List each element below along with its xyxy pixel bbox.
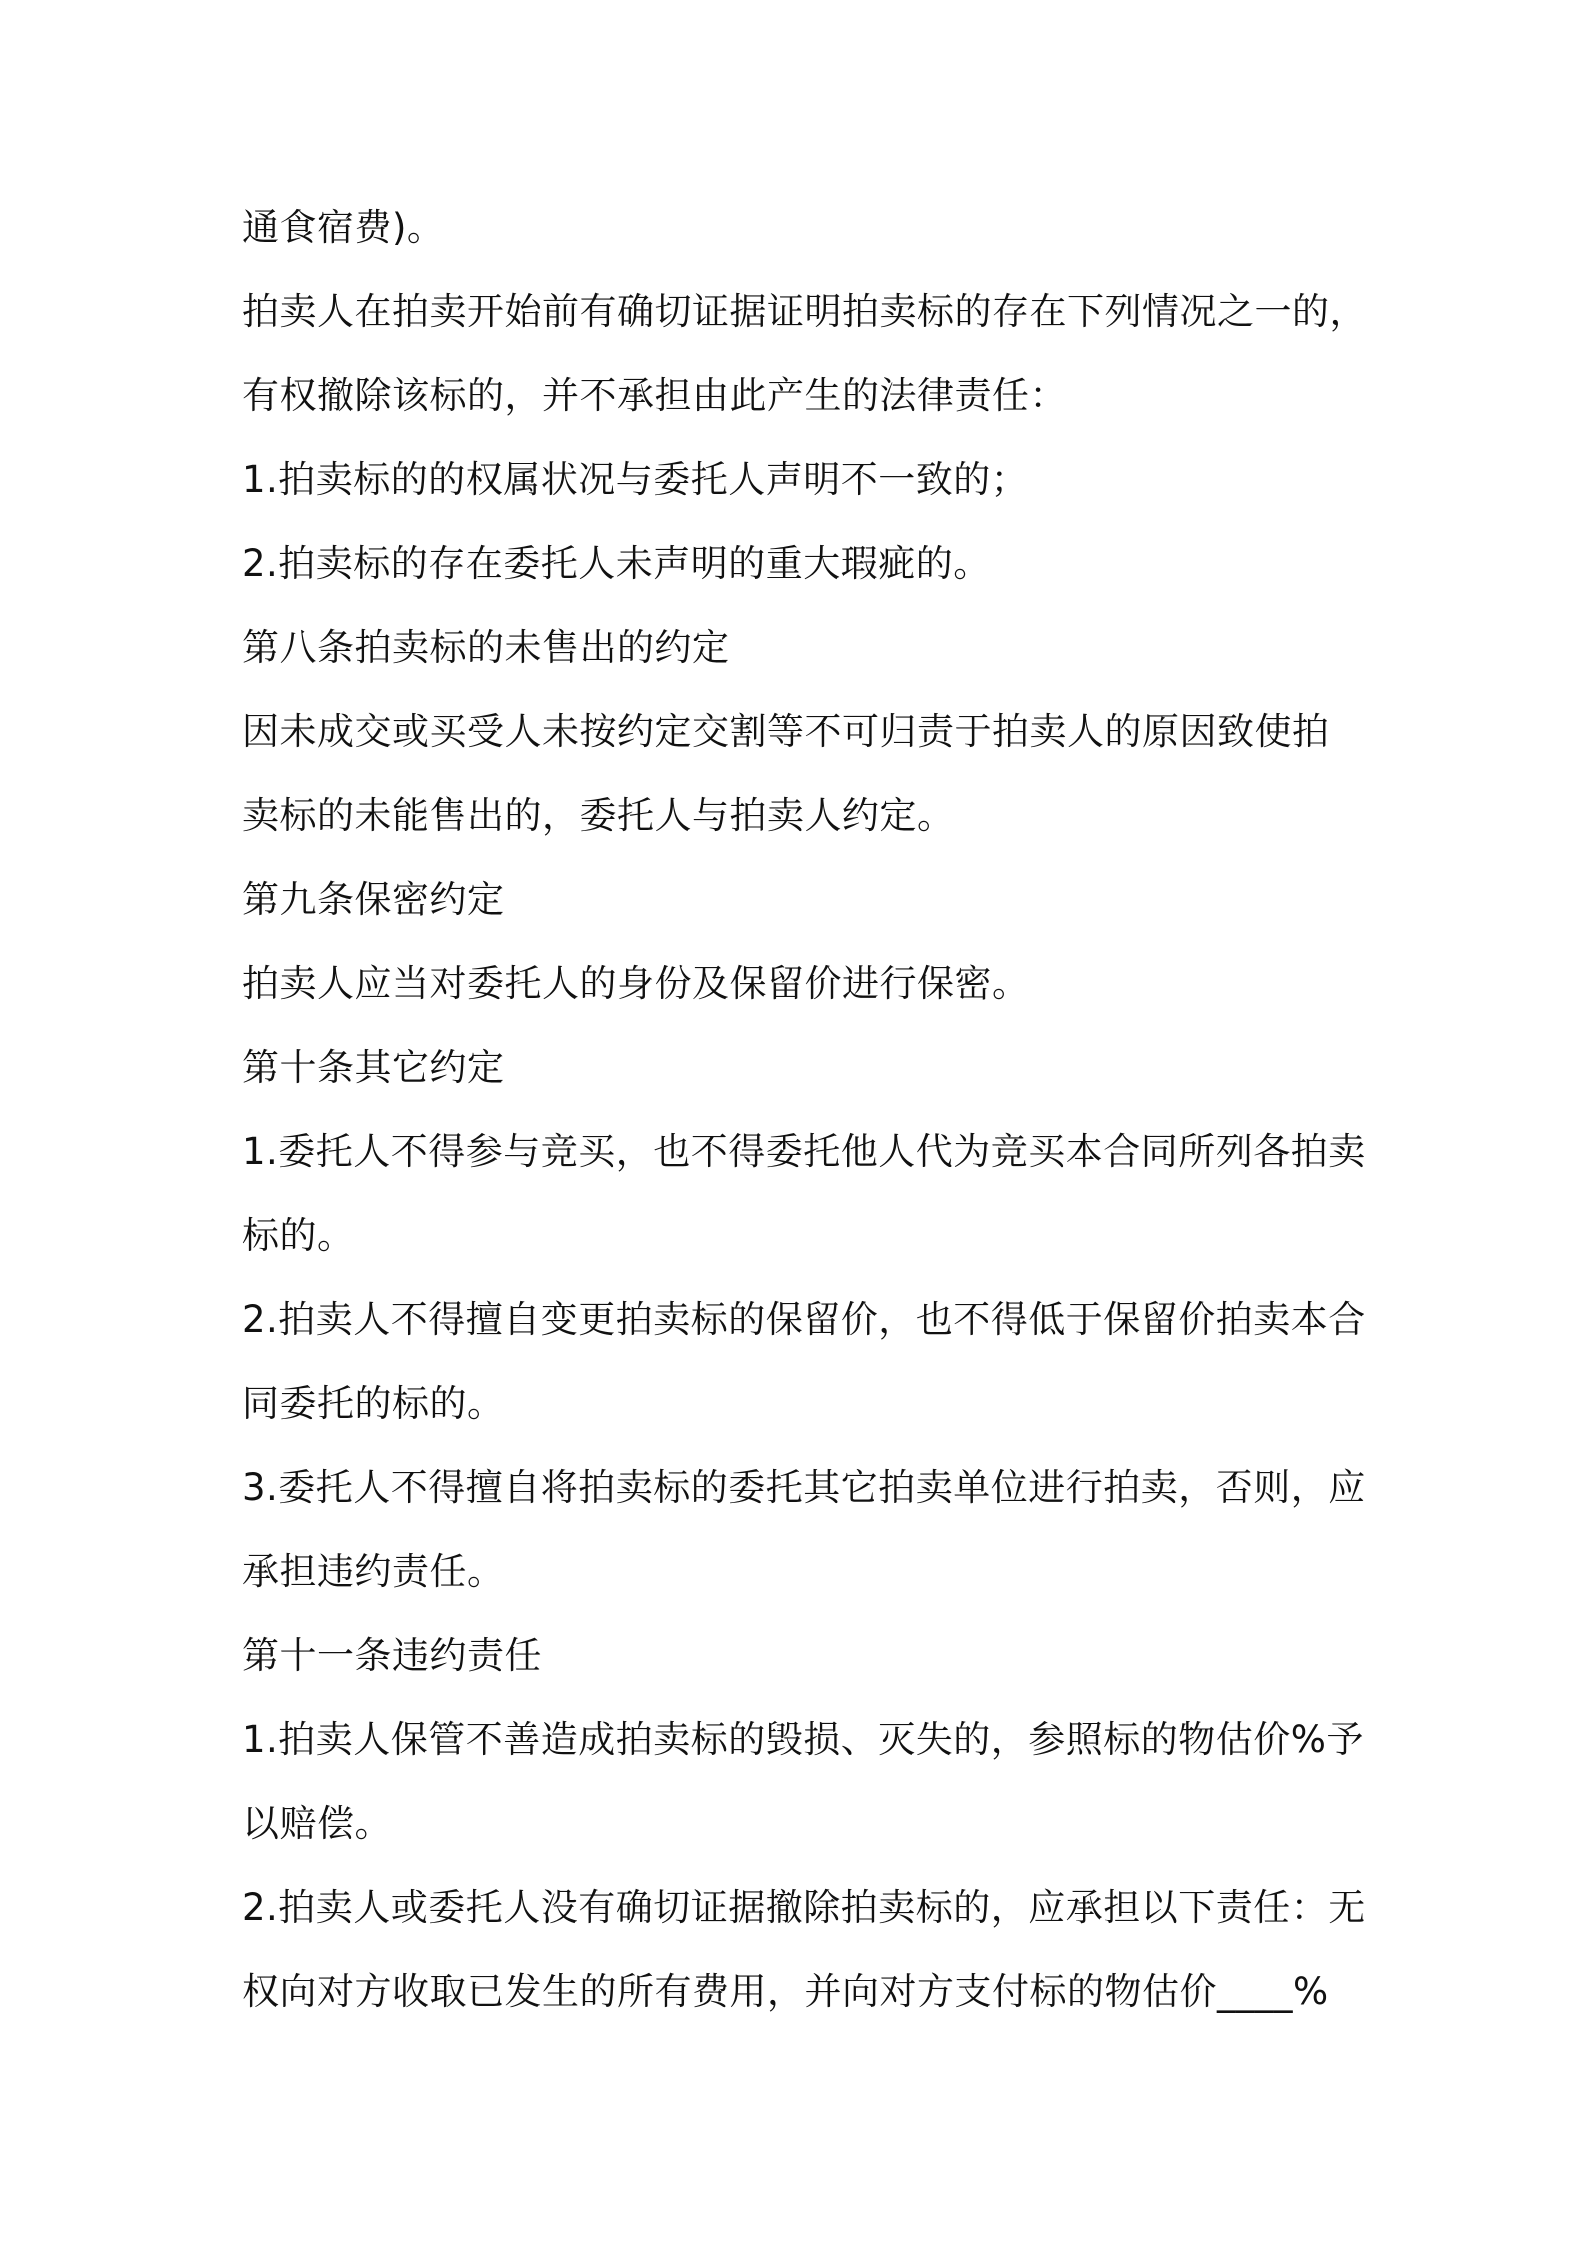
text-line: 1.拍卖人保管不善造成拍卖标的毁损、灭失的，参照标的物估价%予: [242, 1718, 1364, 1761]
text-line: 2.拍卖人不得擅自变更拍卖标的保留价，也不得低于保留价拍卖本合: [242, 1298, 1366, 1341]
text-line: 2.拍卖标的存在委托人未声明的重大瑕疵的。: [242, 542, 991, 585]
text-line: 承担违约责任。: [242, 1550, 505, 1593]
text-line: 3.委托人不得擅自将拍卖标的委托其它拍卖单位进行拍卖，否则，应: [242, 1466, 1366, 1509]
text-line: 通食宿费)。: [242, 206, 445, 249]
text-line: 有权撤除该标的，并不承担由此产生的法律责任：: [242, 374, 1067, 417]
text-line: 2.拍卖人或委托人没有确切证据撤除拍卖标的，应承担以下责任：无: [242, 1886, 1366, 1929]
text-line: 权向对方收取已发生的所有费用，并向对方支付标的物估价____%: [242, 1970, 1329, 2013]
text-line: 1.拍卖标的的权属状况与委托人声明不一致的；: [242, 458, 1029, 501]
text-line: 同委托的标的。: [242, 1382, 505, 1425]
text-line: 标的。: [242, 1214, 355, 1257]
text-line: 1.委托人不得参与竞买，也不得委托他人代为竞买本合同所列各拍卖: [242, 1130, 1366, 1173]
section-heading: 第八条拍卖标的未售出的约定: [242, 626, 730, 669]
text-line: 卖标的未能售出的，委托人与拍卖人约定。: [242, 794, 955, 837]
text-line: 拍卖人在拍卖开始前有确切证据证明拍卖标的存在下列情况之一的，: [242, 290, 1367, 333]
section-heading: 第九条保密约定: [242, 878, 505, 921]
text-line: 以赔偿。: [242, 1802, 392, 1845]
text-line: 拍卖人应当对委托人的身份及保留价进行保密。: [242, 962, 1030, 1005]
section-heading: 第十条其它约定: [242, 1046, 505, 1089]
text-line: 因未成交或买受人未按约定交割等不可归责于拍卖人的原因致使拍: [242, 710, 1330, 753]
section-heading: 第十一条违约责任: [242, 1634, 542, 1677]
